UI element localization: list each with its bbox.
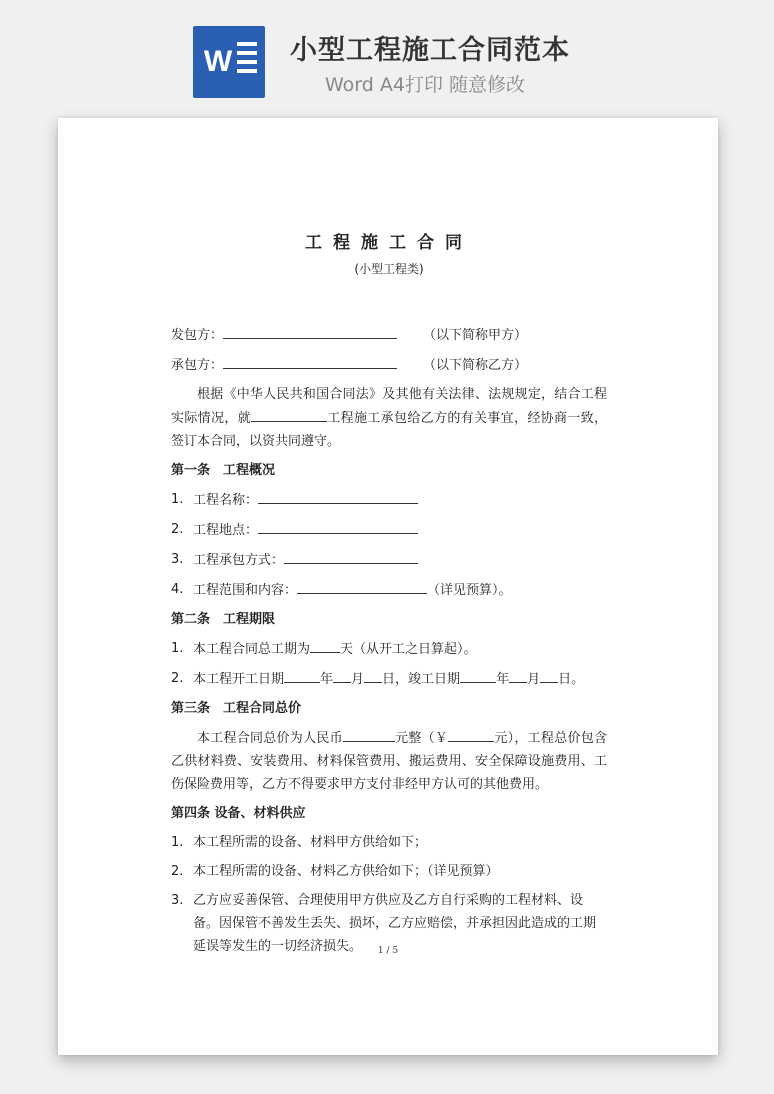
party-a-row bbox=[171, 323, 607, 347]
end-month-blank[interactable] bbox=[509, 667, 527, 683]
section-1-title: 第一条 工程概况 bbox=[171, 463, 276, 478]
party-b-note: （以下简称乙方） bbox=[423, 358, 528, 373]
s1-item-4-label: 工程范围和内容： bbox=[193, 583, 298, 598]
end-day-blank[interactable] bbox=[540, 667, 558, 683]
start-month-blank[interactable] bbox=[333, 667, 351, 683]
s4-item-1: 1. 本工程所需的设备、材料甲方供给如下； bbox=[171, 835, 428, 850]
s3-text-a: 本工程合同总价为人民币 bbox=[197, 731, 343, 746]
s4-item-2: 2. 本工程所需的设备、材料乙方供给如下；（详见预算） bbox=[171, 864, 499, 879]
s1-item-4: 4. 工程范围和内容： （详见预算）。 bbox=[171, 578, 607, 602]
header-subtitle: Word A4打印 随意修改 bbox=[325, 74, 526, 96]
s1-item-1: 1. 工程名称： bbox=[171, 488, 607, 512]
s2-item-1-text-a: 本工程合同总工期为 bbox=[193, 642, 311, 657]
month-label-2: 月 bbox=[527, 672, 541, 687]
page-number: 1 / 5 bbox=[377, 946, 399, 956]
completion-date-label: 日，竣工日期 bbox=[382, 672, 461, 687]
project-name-blank[interactable] bbox=[251, 406, 327, 422]
section-3-title: 第三条 工程合同总价 bbox=[171, 701, 302, 716]
party-a-blank[interactable] bbox=[223, 323, 397, 339]
s1-item-4-blank[interactable] bbox=[297, 578, 427, 594]
s2-item-1-text-b: 天（从开工之日算起）。 bbox=[340, 642, 477, 657]
duration-blank[interactable] bbox=[310, 637, 340, 653]
s1-item-4-suffix: （详见预算）。 bbox=[427, 583, 512, 598]
s1-item-3: 3. 工程承包方式： bbox=[171, 548, 607, 572]
party-a-label: 发包方： bbox=[171, 328, 224, 343]
s1-item-2-label: 工程地点： bbox=[193, 523, 259, 538]
page-header bbox=[0, 0, 774, 110]
year-label: 年 bbox=[320, 672, 334, 687]
start-year-blank[interactable] bbox=[284, 667, 320, 683]
s1-item-3-blank[interactable] bbox=[284, 548, 418, 564]
price-number-blank[interactable] bbox=[448, 726, 494, 742]
s1-item-1-blank[interactable] bbox=[258, 488, 418, 504]
start-date-label: 本工程开工日期 bbox=[193, 672, 285, 687]
section-2-title: 第二条 工程期限 bbox=[171, 612, 276, 627]
s1-item-2-blank[interactable] bbox=[258, 518, 418, 534]
word-icon-lines bbox=[237, 42, 257, 82]
doc-title: 工程施工合同 bbox=[305, 233, 473, 253]
intro-text-2: 工程施工承包给乙方的有关事宜，经协商一致，签订本合同，以资共同遵守。 bbox=[171, 411, 607, 449]
year-label-2: 年 bbox=[496, 672, 510, 687]
word-icon-letter: W bbox=[203, 45, 233, 78]
s2-item-2: 2. 本工程开工日期 年 月 日，竣工日期 年 月 日。 bbox=[171, 667, 607, 691]
intro-paragraph bbox=[171, 383, 607, 453]
s3-paragraph bbox=[171, 726, 607, 796]
intro-text-1: 根据《中华人民共和国合同法》及其他有关法律、法规规定，结合工程实际情况，就 bbox=[171, 387, 607, 426]
party-b-row bbox=[171, 353, 607, 377]
start-day-blank[interactable] bbox=[364, 667, 382, 683]
s1-item-3-label: 工程承包方式： bbox=[193, 553, 285, 568]
word-icon bbox=[193, 26, 265, 98]
section-4-title: 第四条 设备、材料供应 bbox=[171, 806, 306, 821]
s4-item-2-text: 本工程所需的设备、材料乙方供给如下；（详见预算） bbox=[193, 864, 499, 879]
month-label: 月 bbox=[351, 672, 365, 687]
party-a-note: （以下简称甲方） bbox=[423, 328, 528, 343]
party-b-label: 承包方： bbox=[171, 358, 224, 373]
end-year-blank[interactable] bbox=[460, 667, 496, 683]
s2-item-1: 1. 本工程合同总工期为 天（从开工之日算起）。 bbox=[171, 637, 607, 661]
s1-item-1-label: 工程名称： bbox=[193, 493, 259, 508]
party-b-blank[interactable] bbox=[223, 353, 397, 369]
document-page bbox=[58, 118, 718, 1055]
s3-text-c: 元），工程总价包含乙供材料费、安装费用、材料保管费用、搬运费用、安全保障设施费用、工伤保险费用等，乙方不得要求甲方支付非经甲方认可的其他费用。 bbox=[171, 731, 607, 792]
s3-text-b: 元整（￥ bbox=[394, 731, 449, 746]
document-body bbox=[171, 230, 607, 964]
price-words-blank[interactable] bbox=[343, 726, 395, 742]
s4-item-3: 3. 乙方应妥善保管、合理使用甲方供应及乙方自行采购的工程材料、设备。因保管不善发生丢失、损坏，乙方应赔偿，并承担因此造成的工期延误等发生的一切经济损失。 bbox=[171, 893, 597, 954]
s4-item-1-text: 本工程所需的设备、材料甲方供给如下； bbox=[193, 835, 428, 850]
day-end-label: 日。 bbox=[558, 672, 585, 687]
s4-item-3-text: 乙方应妥善保管、合理使用甲方供应及乙方自行采购的工程材料、设备。因保管不善发生丢失、损坏，乙方应赔偿，并承担因此造成的工期延误等发生的一切经济损失。 bbox=[193, 893, 597, 954]
s1-item-2: 2. 工程地点： bbox=[171, 518, 607, 542]
header-title: 小型工程施工合同范本 bbox=[290, 35, 570, 66]
doc-subtitle: (小型工程类) bbox=[354, 262, 424, 276]
